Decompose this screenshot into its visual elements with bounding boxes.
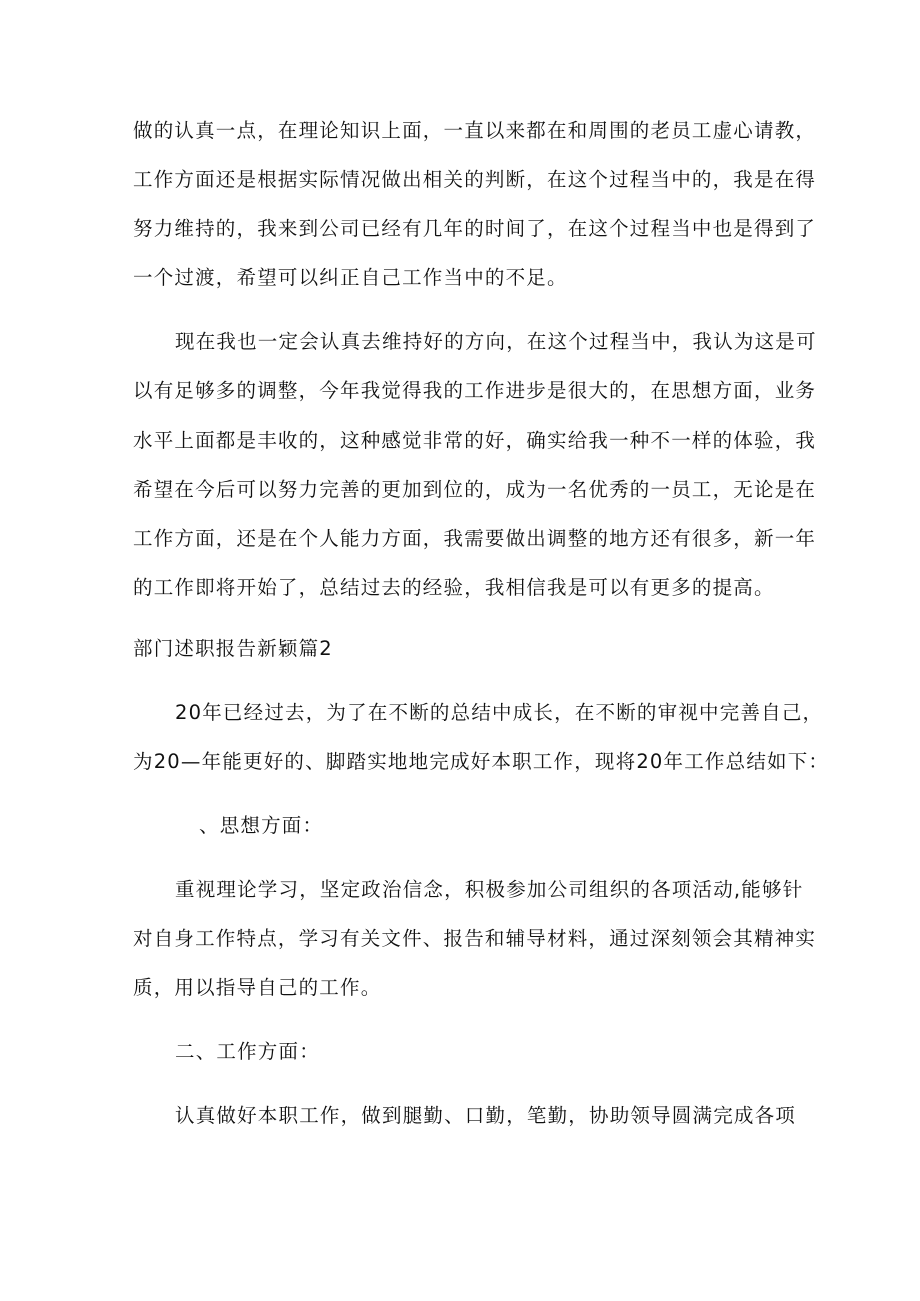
paragraph-line: 认真做好本职工作，做到腿勤、口勤，笔勤，协助领导圆满完成各项 [175,1104,797,1127]
paragraph-line: 重视理论学习，坚定政治信念，积极参加公司组织的各项活动,能够针 [175,878,804,901]
paragraph-line: 现在我也一定会认真去维持好的方向，在这个过程当中，我认为这是可 [175,330,817,353]
paragraph-line: 做的认真一点，在理论知识上面，一直以来都在和周围的老员工虚心请教， [133,119,817,142]
paragraph-line: 水平上面都是丰收的，这种感觉非常的好，确实给我一种不一样的体验，我 [133,429,817,452]
paragraph-line: 的工作即将开始了，总结过去的经验，我相信我是可以有更多的提高。 [133,576,775,599]
paragraph-line: 希望在今后可以努力完善的更加到位的，成为一名优秀的一员工，无论是在 [133,478,817,501]
paragraph-line: 以有足够多的调整，今年我觉得我的工作进步是很大的，在思想方面，业务 [133,379,817,402]
paragraph-line: 对自身工作特点，学习有关文件、报告和辅导材料，通过深刻领会其精神实 [133,927,817,950]
paragraph-line: 为20—年能更好的、脚踏实地地完成好本职工作，现将20年工作总结如下： [133,750,830,773]
paragraph-line: 20年已经过去，为了在不断的总结中成长，在不断的审视中完善自己， [175,701,824,724]
paragraph-line: 质，用以指导自己的工作。 [133,976,382,999]
paragraph-line: 努力维持的，我来到公司已经有几年的时间了，在这个过程当中也是得到了 [133,217,817,240]
subsection-title: 二、工作方面： [175,1040,320,1063]
subsection-title: 、思想方面： [199,814,324,837]
paragraph-line: 一个过渡，希望可以纠正自己工作当中的不足。 [133,266,568,289]
paragraph-line: 工作方面，还是在个人能力方面，我需要做出调整的地方还有很多，新一年 [133,527,817,550]
paragraph-line: 工作方面还是根据实际情况做出相关的判断，在这个过程当中的，我是在得 [133,168,817,191]
section-heading: 部门述职报告新颖篇2 [133,637,333,660]
